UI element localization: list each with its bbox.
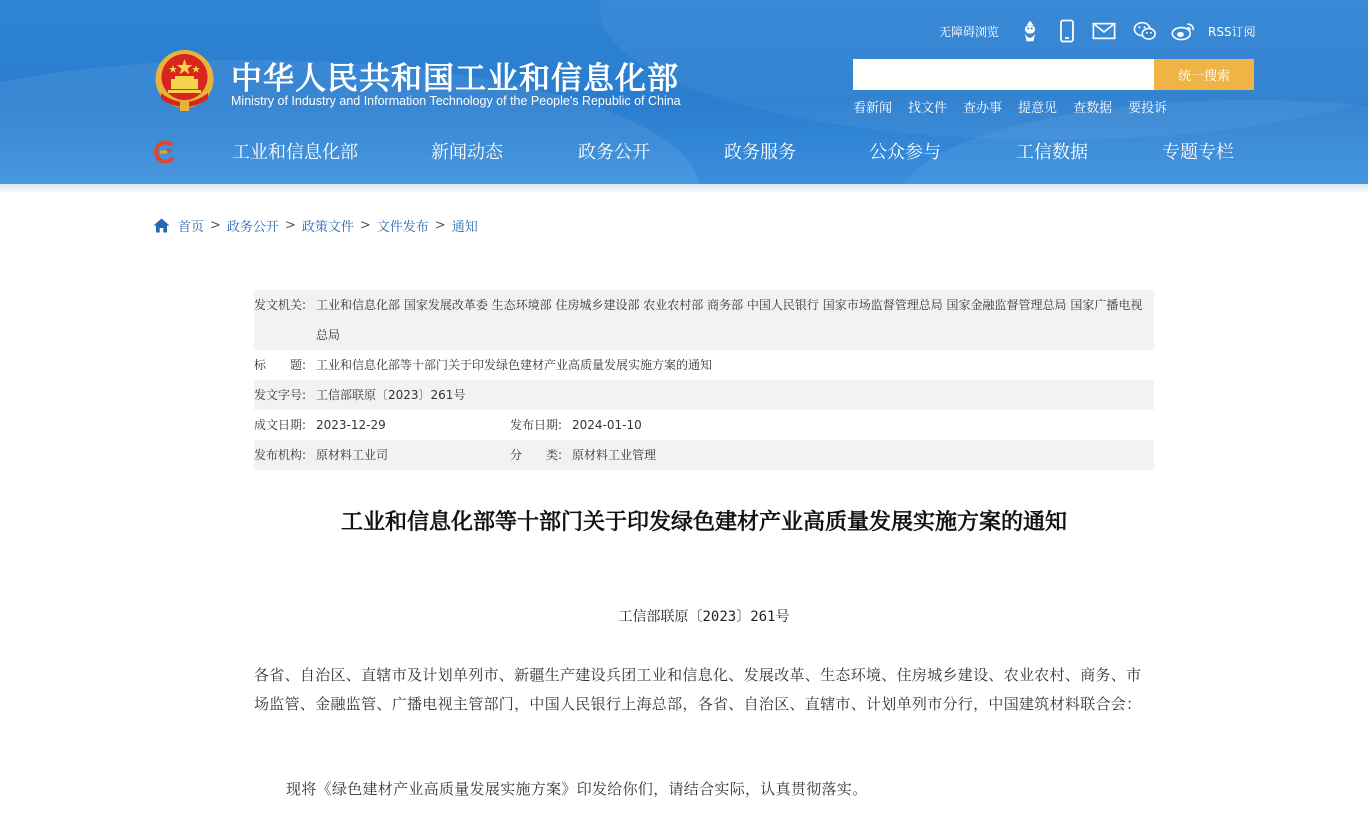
weibo-icon[interactable]: [1171, 17, 1195, 45]
accessibility-label: 无障碍浏览: [939, 24, 1000, 39]
quick-link-feedback[interactable]: 提意见: [1018, 101, 1058, 116]
meta-created-value: 2023-12-29: [316, 418, 386, 432]
main-nav: [0, 138, 1368, 166]
search-input[interactable]: [853, 59, 1155, 90]
meta-row-agency: [254, 440, 1154, 470]
document-meta-table: [254, 290, 1154, 470]
header-shadow-band: [0, 184, 1368, 194]
nav-item-news[interactable]: 新闻动态: [431, 142, 503, 163]
wechat-icon[interactable]: [1133, 17, 1157, 45]
unified-search-button[interactable]: 统一搜索: [1154, 59, 1254, 90]
meta-issuer-value: 工业和信息化部 国家发展改革委 生态环境部 住房城乡建设部 农业农村部 商务部 中国人民银行 国家市场监督管理总局 国家金融监督管理总局 国家广播电视总局: [316, 298, 1143, 342]
nav-item-gov-services[interactable]: 政务服务: [724, 142, 796, 163]
meta-label: 发文字号:: [254, 388, 307, 402]
nav-item-gov-affairs[interactable]: 政务公开: [578, 142, 650, 163]
meta-category-value: 原材料工业管理: [572, 448, 657, 462]
quick-link-news[interactable]: 看新闻: [853, 101, 893, 116]
meta-label: 标 题:: [254, 358, 307, 372]
national-emblem-icon[interactable]: [153, 49, 216, 113]
article-doc-number: 工信部联原〔2023〕261号: [618, 609, 790, 625]
nav-item-miit[interactable]: 工业和信息化部: [232, 142, 358, 163]
breadcrumb-separator: >: [210, 217, 221, 233]
meta-label: 发布日期:: [510, 418, 563, 432]
breadcrumb-home[interactable]: 首页: [178, 219, 205, 235]
nav-item-special-topics[interactable]: 专题专栏: [1162, 142, 1234, 163]
accessibility-link[interactable]: [939, 17, 999, 45]
quick-link-data[interactable]: 查数据: [1073, 101, 1113, 116]
meta-label: 发文机关:: [254, 298, 307, 312]
meta-row-issuer: [254, 290, 1154, 350]
quick-link-complaint[interactable]: 要投诉: [1128, 101, 1168, 116]
rss-label: RSS订阅: [1208, 24, 1256, 39]
mascot-icon[interactable]: [1018, 17, 1042, 45]
breadcrumb-notice[interactable]: 通知: [451, 219, 478, 235]
meta-row-dates: [254, 410, 1154, 440]
breadcrumb-separator: >: [434, 217, 446, 233]
home-icon[interactable]: [153, 218, 170, 233]
nav-item-public-participation[interactable]: 公众参与: [869, 142, 941, 163]
meta-label: 成文日期:: [254, 418, 307, 432]
nav-item-data[interactable]: 工信数据: [1016, 142, 1088, 163]
mobile-icon[interactable]: [1055, 17, 1079, 45]
breadcrumb: [153, 215, 478, 235]
breadcrumb-separator: >: [284, 217, 296, 233]
mail-icon[interactable]: [1092, 17, 1116, 45]
quick-links: [853, 97, 1167, 116]
meta-published-value: 2024-01-10: [572, 418, 642, 432]
breadcrumb-gov-affairs[interactable]: 政务公开: [226, 219, 279, 235]
article-recipients: 各省、自治区、直辖市及计划单列市、新疆生产建设兵团工业和信息化、发展改革、生态环境、住房城乡建设、农业农村、商务、市场监管、金融监管、广播电视主管部门，中国人民银行上海总部，各省、自治区、直辖市、计划单列市分行，中国建筑材料联合会：: [254, 666, 1142, 713]
site-title[interactable]: 中华人民共和国工业和信息化部: [231, 61, 679, 97]
article-body-paragraph: 现将《绿色建材产业高质量发展实施方案》印发给你们，请结合实际，认真贯彻落实。: [286, 780, 868, 798]
meta-row-title: [254, 350, 1154, 380]
breadcrumb-separator: >: [359, 217, 371, 233]
meta-docno-value: 工信部联原〔2023〕261号: [316, 388, 466, 402]
site-subtitle: Ministry of Industry and Information Technology of the People's Republic of China: [231, 94, 681, 108]
article-title: 工业和信息化部等十部门关于印发绿色建材产业高质量发展实施方案的通知: [340, 510, 1067, 535]
breadcrumb-doc-release[interactable]: 文件发布: [376, 219, 429, 235]
quick-link-files[interactable]: 找文件: [908, 101, 948, 116]
meta-title-value: 工业和信息化部等十部门关于印发绿色建材产业高质量发展实施方案的通知: [316, 358, 713, 372]
quick-link-services[interactable]: 查办事: [963, 101, 1003, 116]
breadcrumb-policy-docs[interactable]: 政策文件: [301, 219, 354, 235]
meta-agency-value: 原材料工业司: [316, 448, 389, 462]
meta-label: 发布机构:: [254, 448, 307, 462]
rss-link[interactable]: [1208, 17, 1256, 45]
meta-row-docno: [254, 380, 1154, 410]
meta-label: 分 类:: [510, 448, 563, 462]
